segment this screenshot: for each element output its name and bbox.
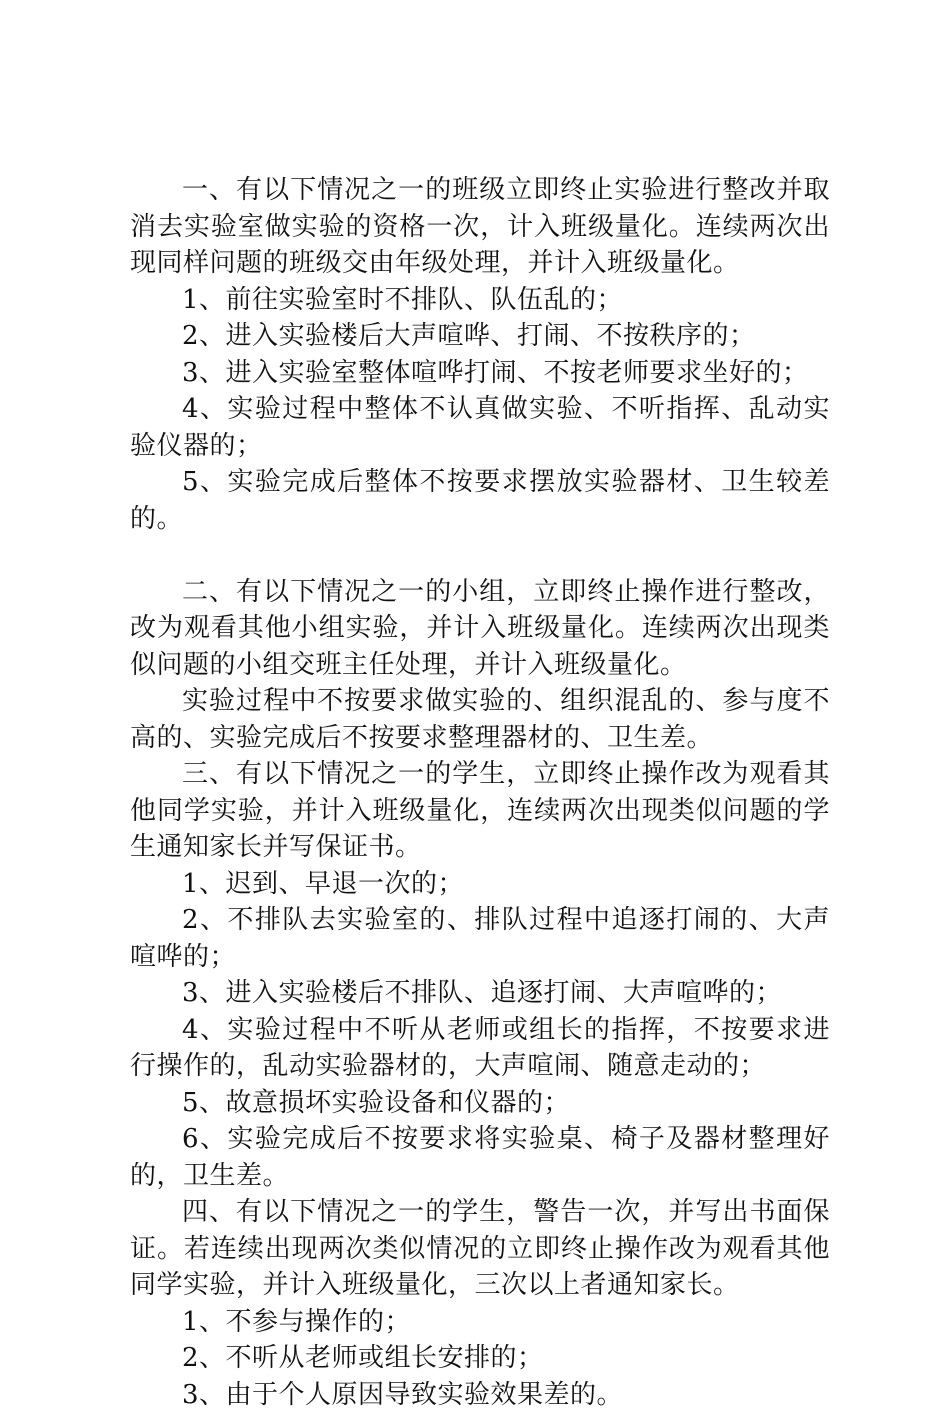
section-3-item-1: 1、迟到、早退一次的； [130,866,830,903]
section-3-item-3: 3、进入实验楼后不排队、追逐打闹、大声喧哗的； [130,975,830,1012]
section-1-item-4: 4、实验过程中整体不认真做实验、不听指挥、乱动实验仪器的； [130,391,830,464]
section-2-intro: 二、有以下情况之一的小组，立即终止操作进行整改，改为观看其他小组实验，并计入班级量化。连续两次出现类似问题的小组交班主任处理，并计入班级量化。 [130,574,830,684]
document-body [130,172,830,1413]
section-3-intro: 三、有以下情况之一的学生，立即终止操作改为观看其他同学实验，并计入班级量化，连续两次出现类似问题的学生通知家长并写保证书。 [130,756,830,866]
section-3-item-2: 2、不排队去实验室的、排队过程中追逐打闹的、大声喧哗的； [130,902,830,975]
section-1-item-1: 1、前往实验室时不排队、队伍乱的； [130,282,830,319]
section-4-item-1: 1、不参与操作的； [130,1304,830,1341]
section-3-item-5: 5、故意损坏实验设备和仪器的； [130,1085,830,1122]
section-2-detail: 实验过程中不按要求做实验的、组织混乱的、参与度不高的、实验完成后不按要求整理器材的、卫生差。 [130,683,830,756]
paragraph-spacer [130,537,830,574]
section-1-intro: 一、有以下情况之一的班级立即终止实验进行整改并取消去实验室做实验的资格一次，计入班级量化。连续两次出现同样问题的班级交由年级处理，并计入班级量化。 [130,172,830,282]
section-1-item-2: 2、进入实验楼后大声喧哗、打闹、不按秩序的； [130,318,830,355]
section-3-item-6: 6、实验完成后不按要求将实验桌、椅子及器材整理好的，卫生差。 [130,1121,830,1194]
section-4-intro: 四、有以下情况之一的学生，警告一次，并写出书面保证。若连续出现两次类似情况的立即终止操作改为观看其他同学实验，并计入班级量化，三次以上者通知家长。 [130,1194,830,1304]
section-4-item-3: 3、由于个人原因导致实验效果差的。 [130,1377,830,1413]
section-1-item-3: 3、进入实验室整体喧哗打闹、不按老师要求坐好的； [130,355,830,392]
section-4-item-2: 2、不听从老师或组长安排的； [130,1340,830,1377]
section-3-item-4: 4、实验过程中不听从老师或组长的指挥，不按要求进行操作的，乱动实验器材的，大声喧闹、随意走动的； [130,1012,830,1085]
section-1-item-5: 5、实验完成后整体不按要求摆放实验器材、卫生较差的。 [130,464,830,537]
